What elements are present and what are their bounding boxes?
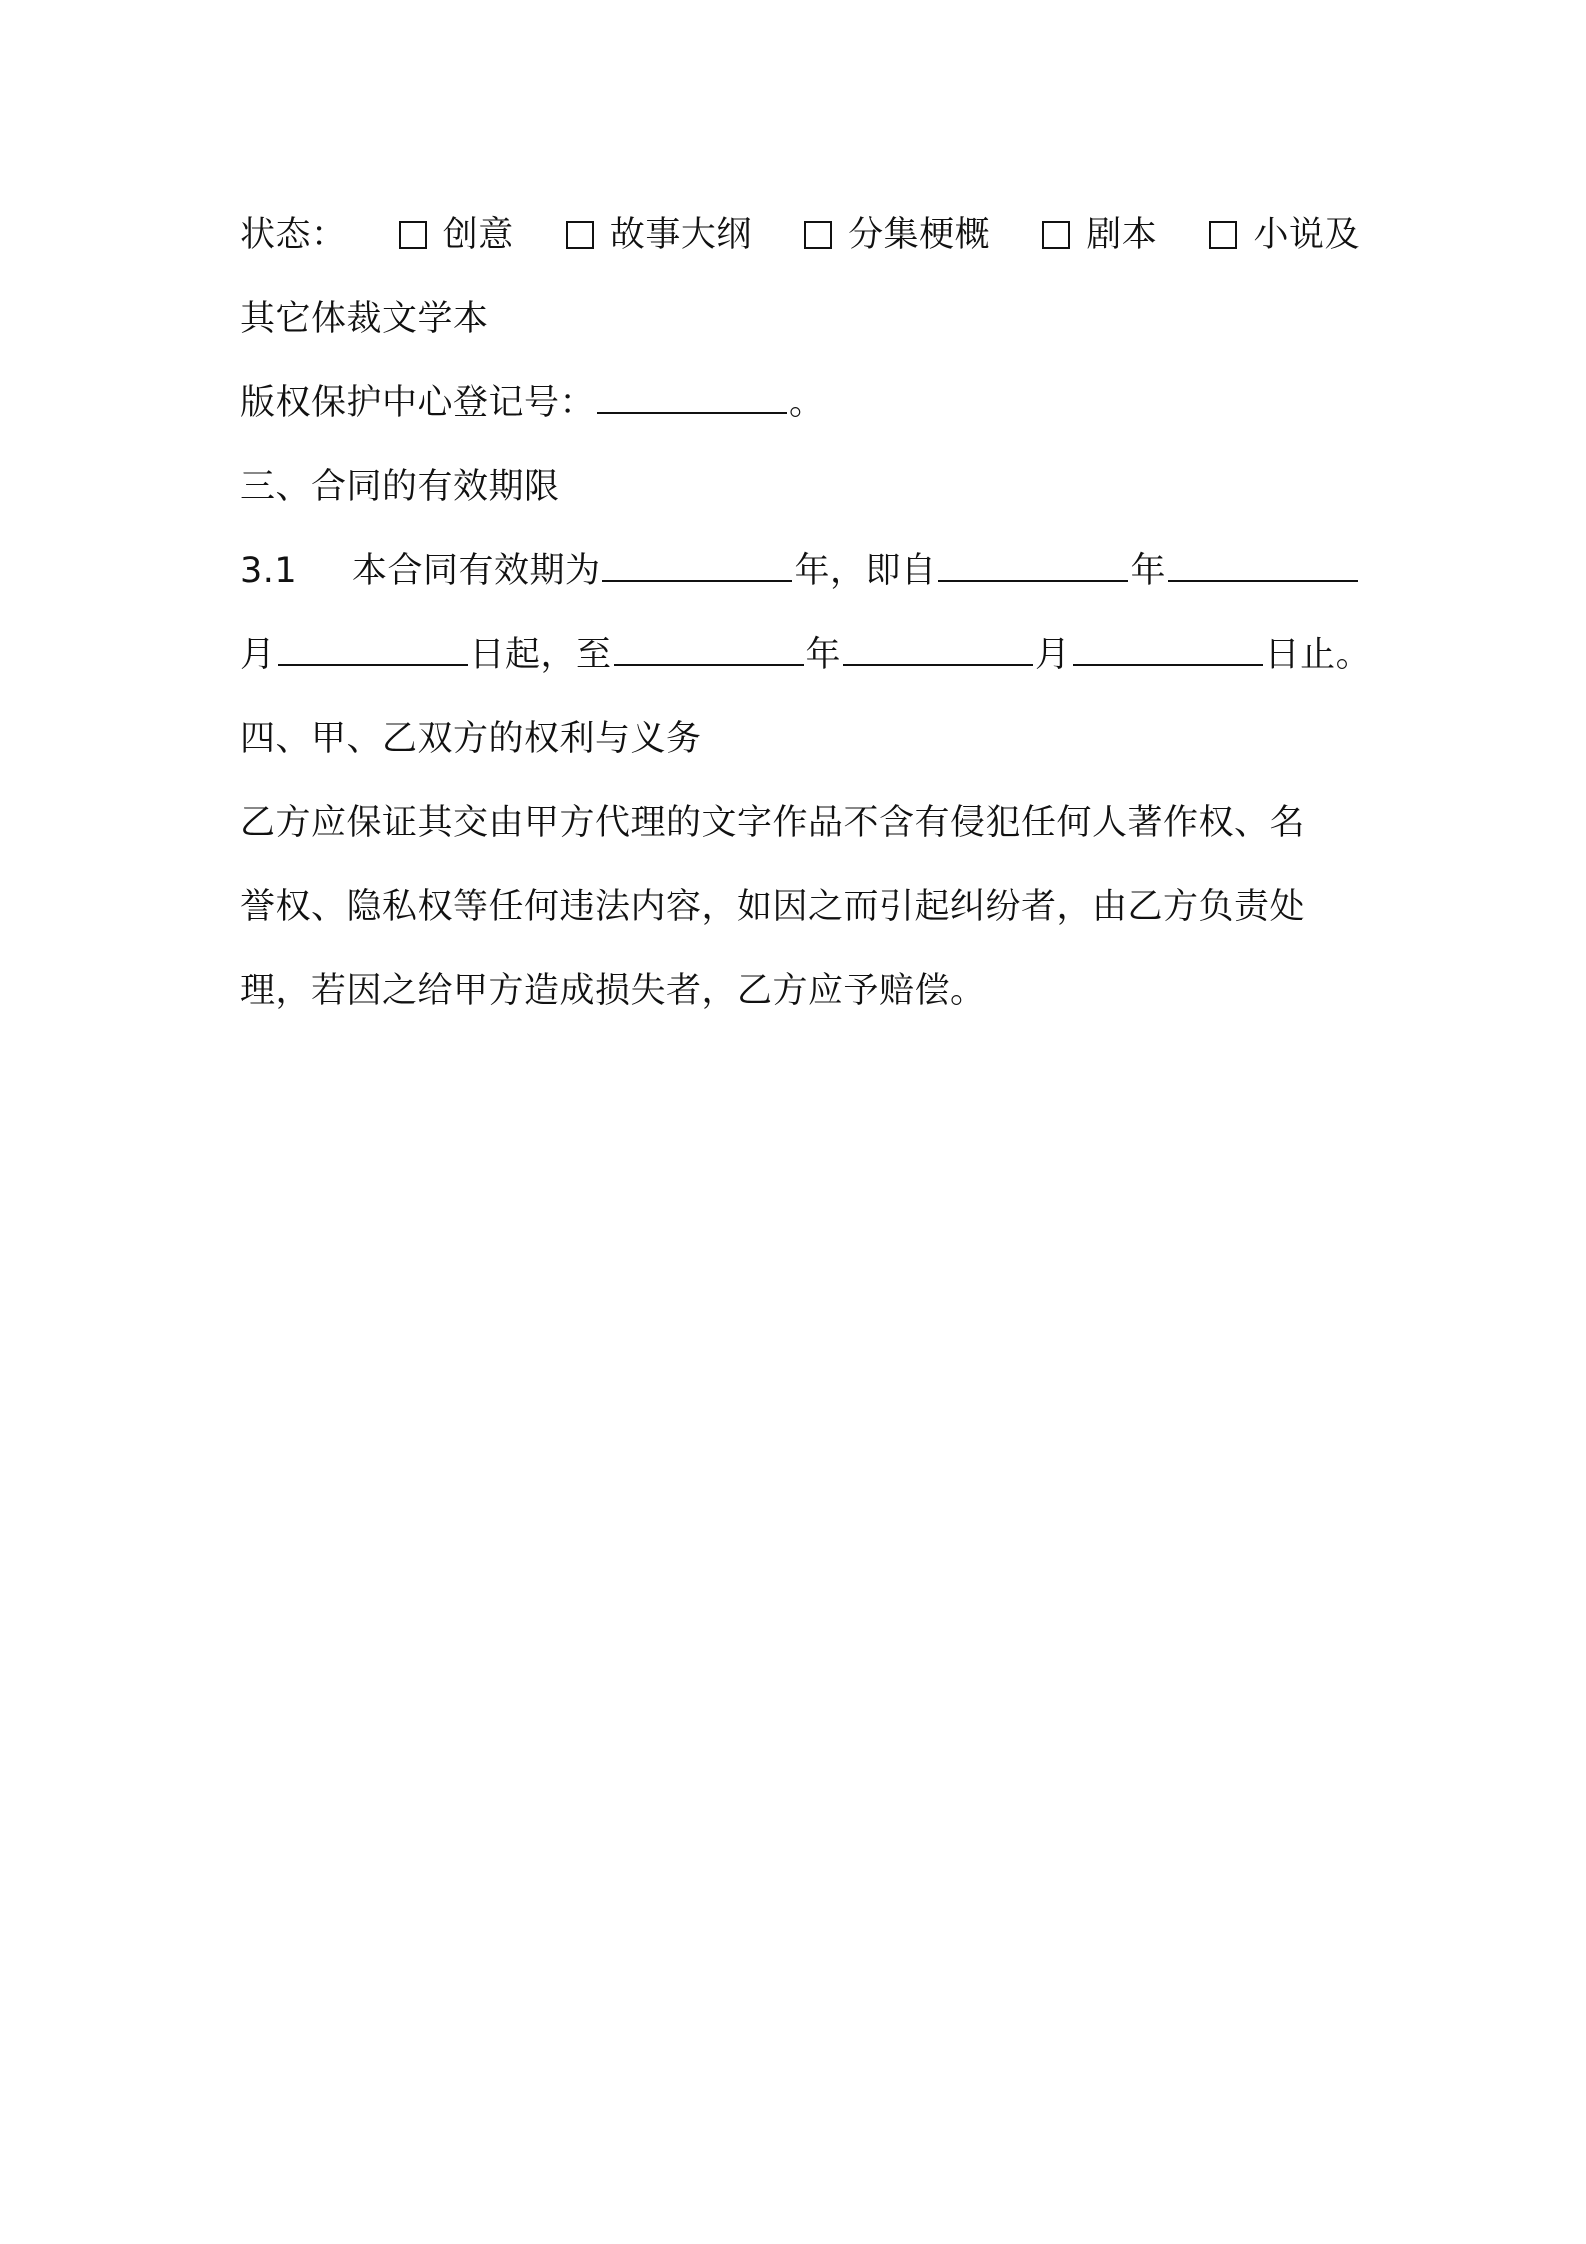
status-line: [240, 193, 1360, 277]
checkbox-icon[interactable]: [566, 221, 594, 249]
end-day-blank[interactable]: [1073, 636, 1263, 666]
paragraph-line: 誉权、隐私权等任何违法内容，如因之而引起纠纷者，由乙方负责处: [240, 887, 1306, 927]
checkbox-icon[interactable]: [804, 221, 832, 249]
checkbox-icon[interactable]: [1042, 221, 1070, 249]
section-4-heading: 四、甲、乙双方的权利与义务: [240, 719, 702, 759]
paragraph-line: 乙方应保证其交由甲方代理的文字作品不含有侵犯任何人著作权、名: [240, 803, 1306, 843]
registration-number-blank[interactable]: [597, 384, 787, 414]
end-year-blank[interactable]: [614, 636, 804, 666]
clause-number: 3.1: [240, 551, 298, 591]
start-month-blank[interactable]: [1168, 552, 1358, 582]
status-continuation: 其它体裁文学本: [240, 299, 489, 339]
status-option-novel[interactable]: 小说及: [1209, 193, 1360, 277]
status-option-outline[interactable]: 故事大纲: [566, 193, 752, 277]
registration-line: 版权保护中心登记号： 。: [240, 383, 825, 423]
term-years-blank[interactable]: [602, 552, 792, 582]
section-3-heading: 三、合同的有效期限: [240, 467, 560, 507]
start-day-blank[interactable]: [278, 636, 468, 666]
checkbox-icon[interactable]: [399, 221, 427, 249]
status-option-synopsis[interactable]: 分集梗概: [804, 193, 990, 277]
status-label: 状态：: [240, 215, 347, 255]
clause-3-1-line-1: 3.1 本合同有效期为 年，即自 年: [240, 529, 1360, 613]
registration-label: 版权保护中心登记号：: [240, 383, 596, 423]
status-option-idea[interactable]: 创意: [399, 193, 514, 277]
checkbox-icon[interactable]: [1209, 221, 1237, 249]
end-month-blank[interactable]: [843, 636, 1033, 666]
status-option-script[interactable]: 剧本: [1042, 193, 1157, 277]
clause-3-1-line-2: 月 日起，至 年 月 日止。: [240, 635, 1372, 675]
paragraph-line: 理，若因之给甲方造成损失者，乙方应予赔偿。: [240, 971, 986, 1011]
start-year-blank[interactable]: [938, 552, 1128, 582]
document-body: [240, 193, 1372, 1033]
